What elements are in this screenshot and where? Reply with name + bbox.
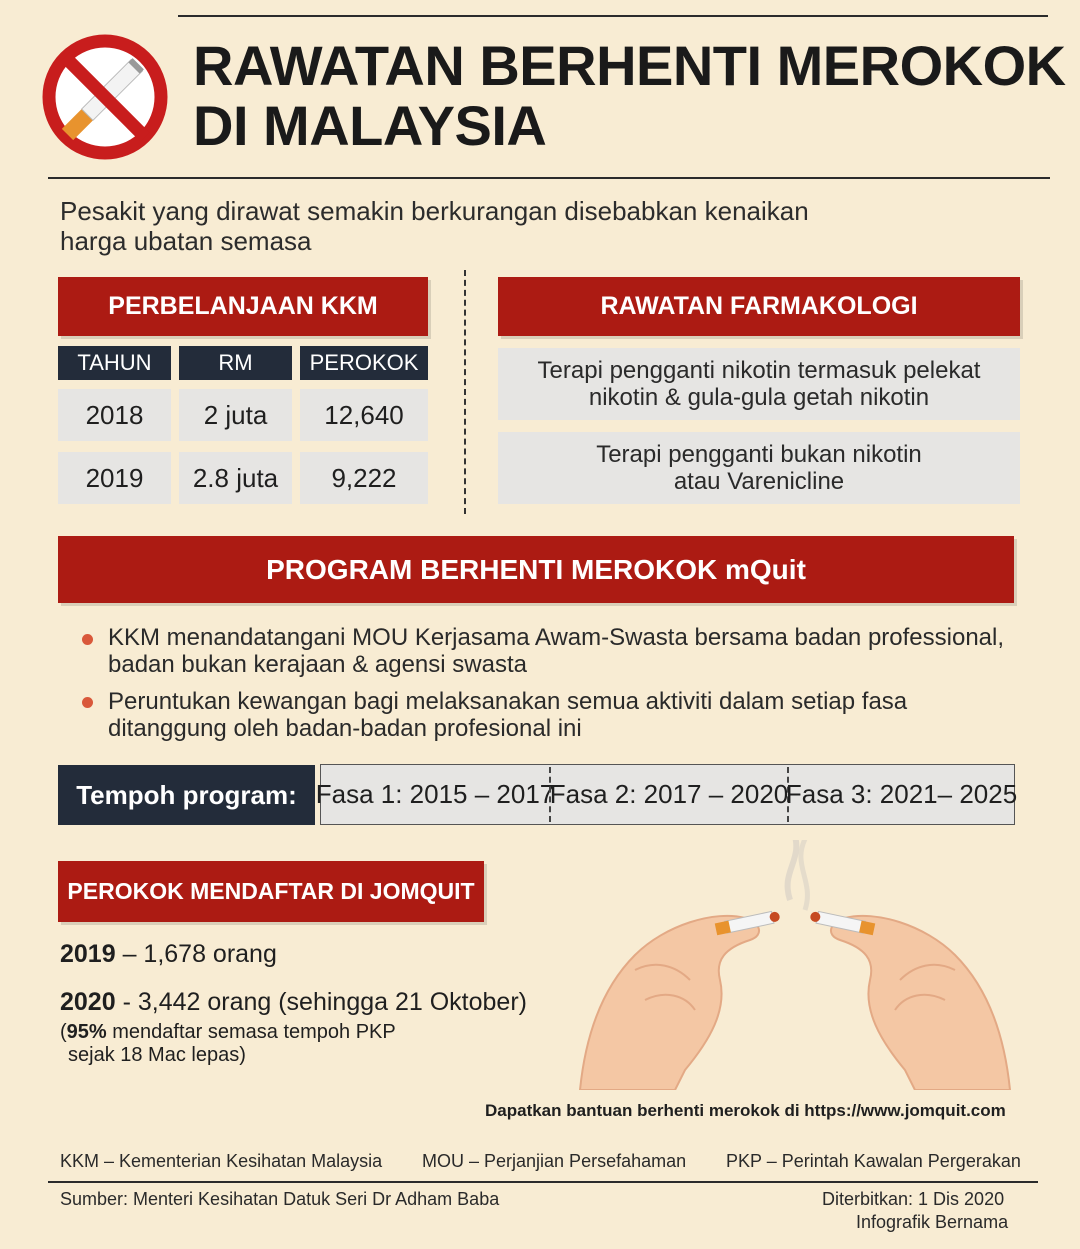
cell-rm-2018: 2 juta [179, 389, 292, 441]
page-title: RAWATAN BERHENTI MEROKOK DI MALAYSIA [193, 34, 1066, 157]
header-bottom-rule [48, 177, 1050, 179]
footer-rule [48, 1181, 1038, 1183]
program-bullet-funding: Peruntukan kewangan bagi melaksanakan semua aktiviti dalam setiap fasa ditanggung oleh badan-badan profesional ini [108, 688, 908, 742]
registration-2019: 2019 – 1,678 orang [60, 940, 277, 968]
glossary-mou: MOU – Perjanjian Persefahaman [422, 1151, 687, 1171]
cell-year-2018: 2018 [58, 389, 171, 441]
glossary-pkp: PKP – Perintah Kawalan Pergerakan [726, 1151, 1021, 1171]
spending-heading: PERBELANJAAN KKM [58, 277, 428, 336]
phase-2: Fasa 2: 2017 – 2020 [549, 779, 789, 809]
source-text: Sumber: Menteri Kesihatan Datuk Seri Dr Adham Baba [60, 1189, 500, 1209]
phase-1: Fasa 1: 2015 – 2017 [315, 779, 555, 809]
cell-rm-2019: 2.8 juta [179, 452, 292, 504]
cell-smokers-2018: 12,640 [300, 389, 428, 441]
phase-3: Fasa 3: 2021– 2025 [785, 779, 1018, 809]
jomquit-heading: PEROKOK MENDAFTAR DI JOMQUIT [58, 861, 484, 922]
glossary-kkm: KKM – Kementerian Kesihatan Malaysia [60, 1151, 383, 1171]
registration-note: (95% mendaftar semasa tempoh PKP sejak 18 Mac lepas) [60, 1021, 396, 1066]
pharma-item-nicotine: Terapi pengganti nikotin termasuk pelekat nikotin & gula-gula getah nikotin [498, 348, 1020, 420]
program-period-label: Tempoh program: [58, 765, 315, 825]
col-header-smokers: PEROKOK [300, 346, 428, 380]
subtitle: Pesakit yang dirawat semakin berkurangan disebabkan kenaikan harga ubatan semasa [60, 196, 809, 256]
col-header-rm: RM [179, 346, 292, 380]
cell-smokers-2019: 9,222 [300, 452, 428, 504]
top-rule [178, 15, 1048, 17]
credit-text: Infografik Bernama [856, 1212, 1009, 1232]
bullet-dot [82, 634, 93, 645]
no-smoking-icon [38, 30, 172, 164]
pharma-heading: RAWATAN FARMAKOLOGI [498, 277, 1020, 336]
help-link-text[interactable]: Dapatkan bantuan berhenti merokok di https://www.jomquit.com [485, 1101, 1006, 1120]
pharma-item-non-nicotine: Terapi pengganti bukan nikotin atau Varenicline [498, 432, 1020, 504]
program-phases [315, 764, 1018, 825]
registration-2020: 2020 - 3,442 orang (sehingga 21 Oktober) [60, 988, 527, 1016]
program-heading: PROGRAM BERHENTI MEROKOK mQuit [58, 536, 1014, 603]
col-header-year: TAHUN [58, 346, 171, 380]
hands-breaking-cigarette-illustration [575, 840, 1015, 1090]
program-bullet-mou: KKM menandatangani MOU Kerjasama Awam-Swasta bersama badan professional, badan bukan kerajaan & agensi swasta [108, 624, 1005, 678]
bullet-dot [82, 697, 93, 708]
section-divider [464, 270, 466, 514]
published-date: Diterbitkan: 1 Dis 2020 [822, 1189, 1005, 1209]
cell-year-2019: 2019 [58, 452, 171, 504]
